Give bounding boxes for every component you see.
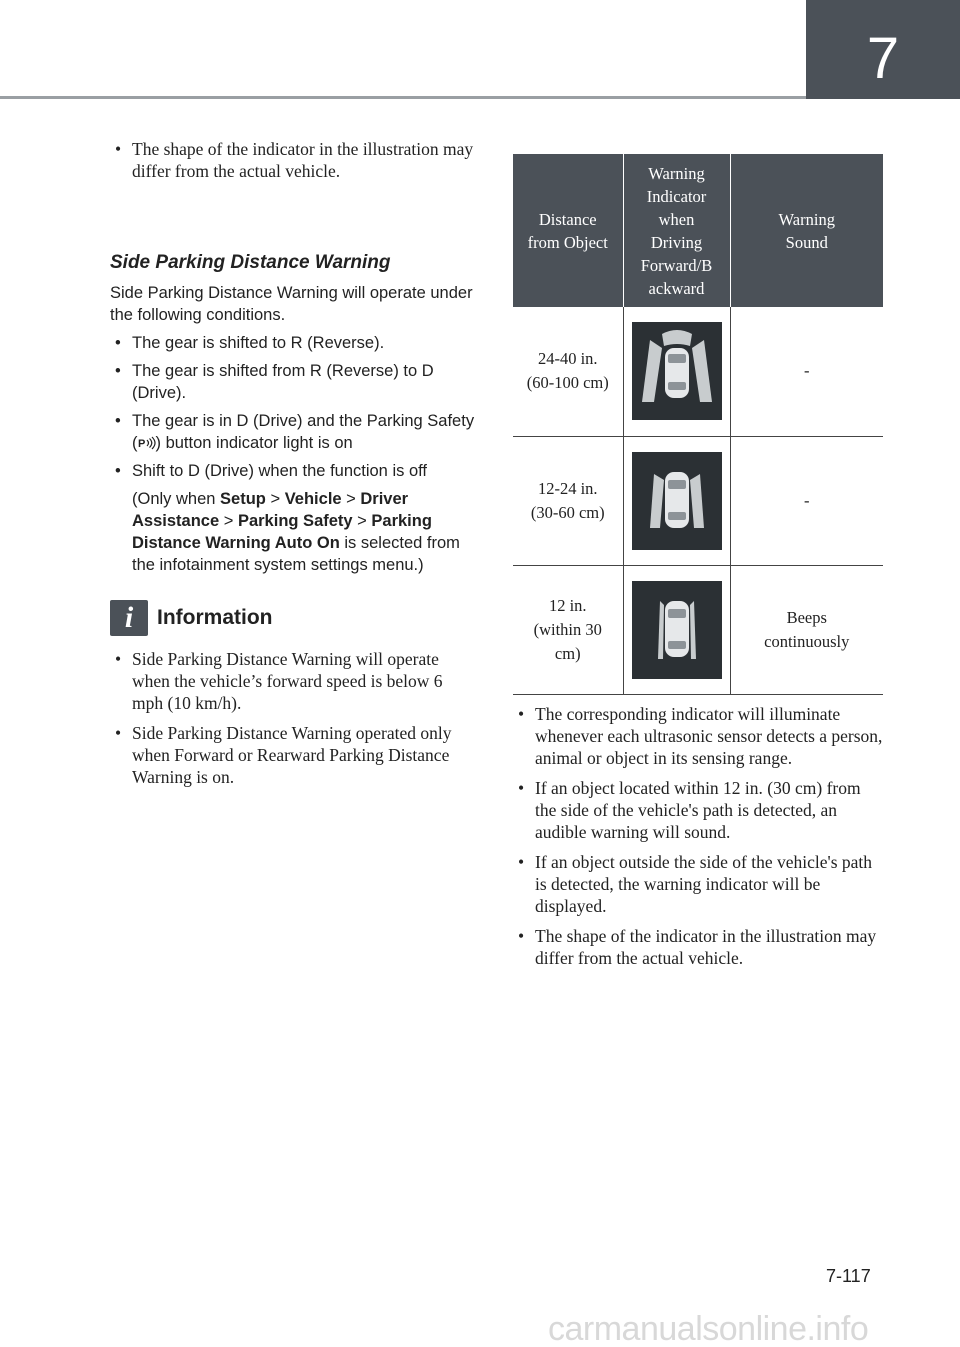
list-item: • The gear is shifted from R (Reverse) to D (Drive). — [110, 360, 475, 404]
sound-cell: Beeps continuously — [730, 565, 883, 694]
list-item: • If an object located within 12 in. (30 cm) from the side of the vehicle's path is detected, an audible warning will sound. — [513, 777, 883, 843]
table-row — [513, 565, 883, 694]
svg-text:P: P — [137, 438, 145, 450]
right-column — [513, 154, 883, 977]
table-header-row — [513, 154, 883, 307]
menu-path-driver-assistance: Driver Assistance — [132, 490, 409, 530]
watermark: carmanualsonline.info — [548, 1310, 869, 1347]
note-text: (Only when — [132, 490, 221, 508]
car-indicator-close-icon — [632, 581, 722, 679]
left-column — [110, 138, 475, 796]
note-text: is selected from the infotainment system settings menu.) — [132, 534, 460, 574]
sound-cell: - — [730, 436, 883, 565]
list-item: • The corresponding indicator will illuminate whenever each ultrasonic sensor detects a person, animal or object in its sensing range. — [513, 703, 883, 769]
menu-path-vehicle: Vehicle — [284, 490, 342, 508]
right-notes-list — [513, 703, 883, 969]
warning-table — [513, 154, 883, 695]
car-indicator-front-sides-icon — [632, 322, 722, 420]
indicator-cell — [623, 565, 730, 694]
list-item: • Side Parking Distance Warning will operate when the vehicle’s forward speed is below 6 mph (10 km/h). — [110, 648, 475, 714]
list-item — [110, 410, 475, 454]
car-indicator-sides-icon — [632, 452, 722, 550]
list-item: • Side Parking Distance Warning operated only when Forward or Rearward Parking Distance Warning is on. — [110, 722, 475, 788]
information-header — [110, 600, 475, 636]
condition-text-tail: ) button indicator light is on — [155, 434, 353, 452]
menu-path-auto-on: Parking Distance Warning Auto On — [132, 512, 432, 552]
list-item: • The shape of the indicator in the illustration may differ from the actual vehicle. — [513, 925, 883, 969]
menu-path-setup: Setup — [220, 490, 266, 508]
distance-cell: 12 in. (within 30 cm) — [513, 565, 623, 694]
distance-cell: 12-24 in. (30-60 cm) — [513, 436, 623, 565]
information-title: Information — [157, 606, 273, 629]
header-distance: Distance from Object — [513, 154, 623, 307]
header-indicator: Warning Indicator when Driving Forward/B ackward — [623, 154, 730, 307]
header-rule — [0, 96, 806, 99]
menu-path-parking-safety: Parking Safety — [237, 512, 353, 530]
top-note-list — [110, 138, 475, 182]
page-number: 7-117 — [826, 1266, 871, 1286]
list-item: • If an object outside the side of the vehicle's path is detected, the warning indicator will be displayed. — [513, 851, 883, 917]
settings-note — [110, 488, 475, 576]
list-item: • The shape of the indicator in the illustration may differ from the actual vehicle. — [110, 138, 475, 182]
section-title: Side Parking Distance Warning — [110, 252, 391, 273]
sound-cell: - — [730, 307, 883, 436]
information-list — [110, 648, 475, 788]
indicator-cell — [623, 436, 730, 565]
condition-text: The gear is in D (Drive) and the Parking Safety ( — [132, 412, 475, 452]
separator: > — [352, 512, 372, 530]
chapter-tab: 7 — [806, 0, 960, 99]
separator: > — [265, 490, 285, 508]
section-intro: Side Parking Distance Warning will operate under the following conditions. — [110, 284, 473, 324]
parking-safety-icon — [138, 435, 156, 451]
information-icon: i — [110, 600, 148, 636]
list-item: • The gear is shifted to R (Reverse). — [110, 332, 475, 354]
indicator-cell — [623, 307, 730, 436]
conditions-list — [110, 332, 475, 482]
table-row — [513, 307, 883, 436]
list-item: • Shift to D (Drive) when the function is off — [110, 460, 475, 482]
distance-cell: 24-40 in. (60-100 cm) — [513, 307, 623, 436]
header-sound: Warning Sound — [730, 154, 883, 307]
separator: > — [219, 512, 238, 530]
separator: > — [341, 490, 361, 508]
table-row — [513, 436, 883, 565]
